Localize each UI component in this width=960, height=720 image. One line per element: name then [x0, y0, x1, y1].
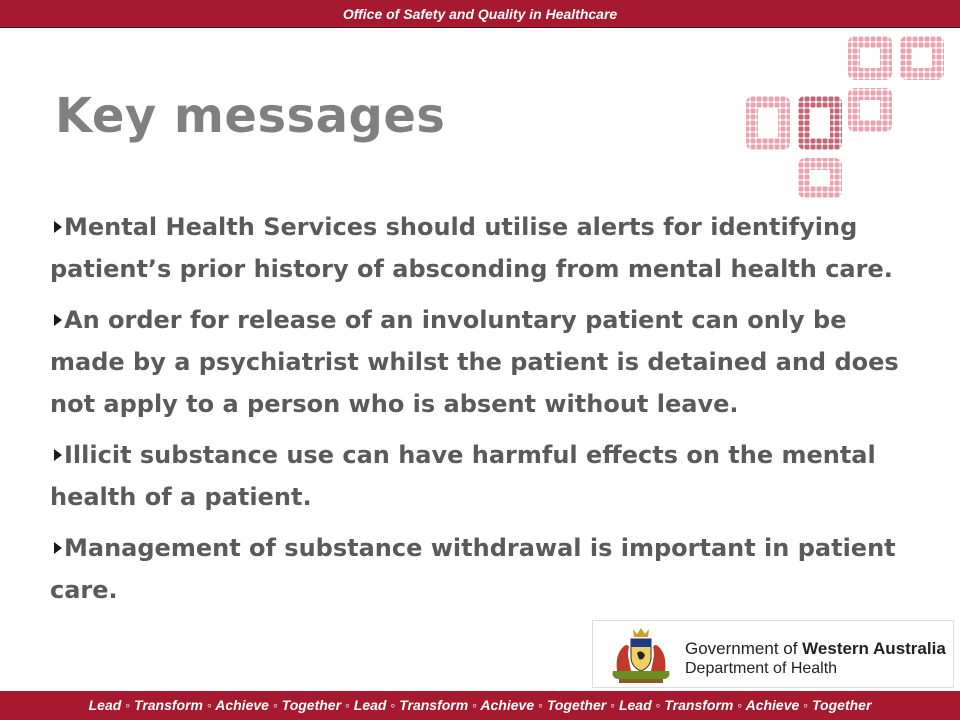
bullet-item: [50, 434, 910, 518]
deco-square: [900, 36, 944, 80]
deco-square: [798, 158, 842, 198]
arrow-bullet-icon: [54, 221, 62, 233]
key-messages-list: [50, 206, 910, 620]
footer-tagline: Lead ◦ Transform ◦ Achieve ◦ Together ◦ Lead ◦ Transform ◦ Achieve ◦ Together ◦ Lead ◦ Transform ◦ Achieve ◦ Together: [88, 697, 872, 713]
footer-bar: [0, 691, 960, 720]
bullet-text: Management of substance withdrawal is important in patient care.: [50, 534, 896, 604]
arrow-bullet-icon: [54, 449, 62, 461]
logo-line-1-prefix: Government of: [685, 639, 803, 658]
government-logo: [592, 620, 954, 688]
arrow-bullet-icon: [54, 542, 62, 554]
bullet-text: An order for release of an involuntary patient can only be made by a psychiatrist whilst the patient is detained and does not apply to a person who is absent without leave.: [50, 306, 899, 418]
bullet-item: [50, 527, 910, 611]
bullet-text: Mental Health Services should utilise alerts for identifying patient’s prior history of absconding from mental health care.: [50, 213, 893, 283]
logo-line-1-bold: Western Australia: [802, 639, 946, 658]
logo-line-1: [685, 639, 946, 659]
slide-title: Key messages: [55, 88, 446, 144]
deco-square: [746, 96, 790, 150]
bullet-text: Illicit substance use can have harmful effects on the mental health of a patient.: [50, 441, 876, 511]
header-org-text: Office of Safety and Quality in Healthcare: [342, 6, 618, 22]
deco-square-highlight: [798, 96, 842, 150]
wa-coat-of-arms-icon: [605, 625, 677, 685]
bullet-item: [50, 299, 910, 425]
deco-square: [848, 88, 892, 132]
bullet-item: [50, 206, 910, 290]
deco-square: [848, 36, 892, 80]
logo-line-2: Department of Health: [685, 660, 838, 677]
arrow-bullet-icon: [54, 314, 62, 326]
